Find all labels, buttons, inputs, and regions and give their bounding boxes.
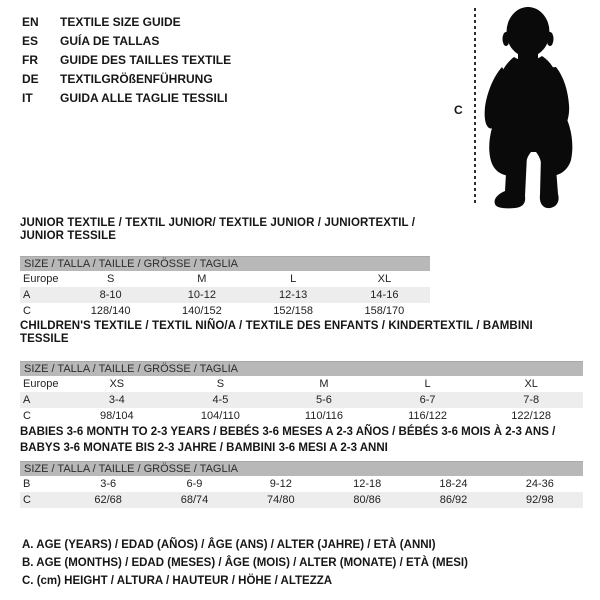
- size-header-bar: SIZE / TALLA / TAILLE / GRÖSSE / TAGLIA: [20, 256, 430, 271]
- value-cell: 12-13: [279, 289, 308, 301]
- language-code: ES: [22, 34, 39, 48]
- language-code: DE: [22, 72, 39, 86]
- value-cell: 104/110: [200, 410, 240, 422]
- value-cell: 8-10: [99, 289, 122, 301]
- value-cell: 9-12: [269, 478, 292, 490]
- value-cell: 140/152: [181, 305, 222, 317]
- language-list: [22, 13, 231, 108]
- row-label: C: [23, 410, 31, 422]
- value-cell: 128/140: [90, 305, 131, 317]
- language-label: TEXTILE SIZE GUIDE: [60, 15, 181, 29]
- value-cell: 122/128: [511, 410, 552, 422]
- table-title: JUNIOR TEXTILE / TEXTIL JUNIOR/ TEXTILE JUNIOR / JUNIORTEXTIL / JUNIOR TESSILE: [20, 217, 416, 242]
- size-cell: XL: [377, 273, 392, 285]
- value-cell: 18-24: [439, 478, 468, 490]
- value-cell: 110/116: [304, 410, 344, 422]
- row-label: Europe: [23, 273, 59, 285]
- footnotes: [22, 536, 468, 590]
- language-item: [22, 13, 231, 32]
- table-row: [20, 271, 430, 287]
- value-cell: 4-5: [212, 394, 229, 406]
- table-row: [20, 376, 583, 392]
- value-cell: 116/122: [408, 410, 448, 422]
- table-row: [20, 476, 583, 492]
- size-cell: XS: [109, 378, 125, 390]
- language-label: GUIDA ALLE TAGLIE TESSILI: [60, 91, 228, 105]
- height-marker-label: C: [454, 103, 463, 117]
- language-label: GUÍA DE TALLAS: [60, 34, 160, 48]
- language-code: IT: [22, 91, 33, 105]
- language-item: [22, 70, 231, 89]
- value-cell: 12-18: [353, 478, 382, 490]
- size-header-bar: SIZE / TALLA / TAILLE / GRÖSSE / TAGLIA: [20, 361, 583, 376]
- row-label: C: [23, 494, 31, 506]
- table-row: [20, 392, 583, 408]
- row-label: Europe: [23, 378, 59, 390]
- value-cell: 3-6: [100, 478, 117, 490]
- toddler-silhouette: [480, 5, 580, 211]
- footnote-a: A. AGE (YEARS) / EDAD (AÑOS) / ÂGE (ANS) / ALTER (JAHRE) / ETÀ (ANNI): [22, 539, 436, 551]
- value-cell: 68/74: [180, 494, 209, 506]
- table-title: CHILDREN'S TEXTILE / TEXTIL NIÑO/A / TEXTILE DES ENFANTS / KINDERTEXTIL / BAMBINI TESSILE: [20, 320, 533, 345]
- value-cell: 6-7: [419, 394, 436, 406]
- value-cell: 6-9: [186, 478, 203, 490]
- size-cell: XL: [524, 378, 538, 390]
- size-cell: L: [424, 378, 431, 390]
- value-cell: 86/92: [439, 494, 468, 506]
- footnote-b: B. AGE (MONTHS) / EDAD (MESES) / ÂGE (MOIS) / ALTER (MONATE) / ETÀ (MESI): [22, 557, 468, 569]
- row-label: C: [23, 305, 31, 317]
- language-item: [22, 32, 231, 51]
- value-cell: 7-8: [523, 394, 540, 406]
- size-table-children: [20, 320, 583, 424]
- value-cell: 5-6: [316, 394, 332, 406]
- table-title: [20, 424, 583, 456]
- language-code: FR: [22, 53, 38, 67]
- table-title-line: BABIES 3-6 MONTH TO 2-3 YEARS / BEBÉS 3-6 MESES A 2-3 AÑOS / BÉBÉS 3-6 MOIS À 2-3 ANS /: [20, 426, 556, 438]
- value-cell: 74/80: [267, 494, 295, 506]
- size-table-babies: [20, 424, 583, 508]
- footnote-c: C. (cm) HEIGHT / ALTURA / HAUTEUR / HÖHE / ALTEZZA: [22, 575, 333, 587]
- table-row: [20, 492, 583, 508]
- value-cell: 80/86: [353, 494, 381, 506]
- language-item: [22, 51, 231, 70]
- row-label: A: [23, 289, 31, 301]
- table-row: [20, 303, 430, 319]
- size-cell: M: [319, 378, 329, 390]
- value-cell: 24-36: [525, 478, 554, 490]
- size-cell: L: [290, 273, 297, 285]
- value-cell: 14-16: [370, 289, 399, 301]
- value-cell: 62/68: [94, 494, 122, 506]
- size-table-junior: [20, 217, 430, 319]
- value-cell: 158/170: [364, 305, 405, 317]
- language-label: TEXTILGRÖßENFÜHRUNG: [60, 72, 213, 86]
- size-cell: S: [106, 273, 115, 285]
- row-label: B: [23, 478, 31, 490]
- value-cell: 92/98: [526, 494, 554, 506]
- value-cell: 10-12: [187, 289, 216, 301]
- language-item: [22, 89, 231, 108]
- value-cell: 98/104: [99, 410, 134, 422]
- size-cell: M: [197, 273, 207, 285]
- language-label: GUIDE DES TAILLES TEXTILE: [60, 53, 232, 67]
- size-cell: S: [216, 378, 225, 390]
- value-cell: 152/158: [273, 305, 313, 317]
- language-code: EN: [22, 15, 39, 29]
- value-cell: 3-4: [108, 394, 125, 406]
- size-header-bar: SIZE / TALLA / TAILLE / GRÖSSE / TAGLIA: [20, 461, 583, 476]
- table-row: [20, 408, 583, 424]
- height-dashed-line: [474, 8, 476, 206]
- table-title-line: BABYS 3-6 MONATE BIS 2-3 JAHRE / BAMBINI 3-6 MESI A 2-3 ANNI: [20, 442, 388, 454]
- row-label: A: [23, 394, 31, 406]
- table-row: [20, 287, 430, 303]
